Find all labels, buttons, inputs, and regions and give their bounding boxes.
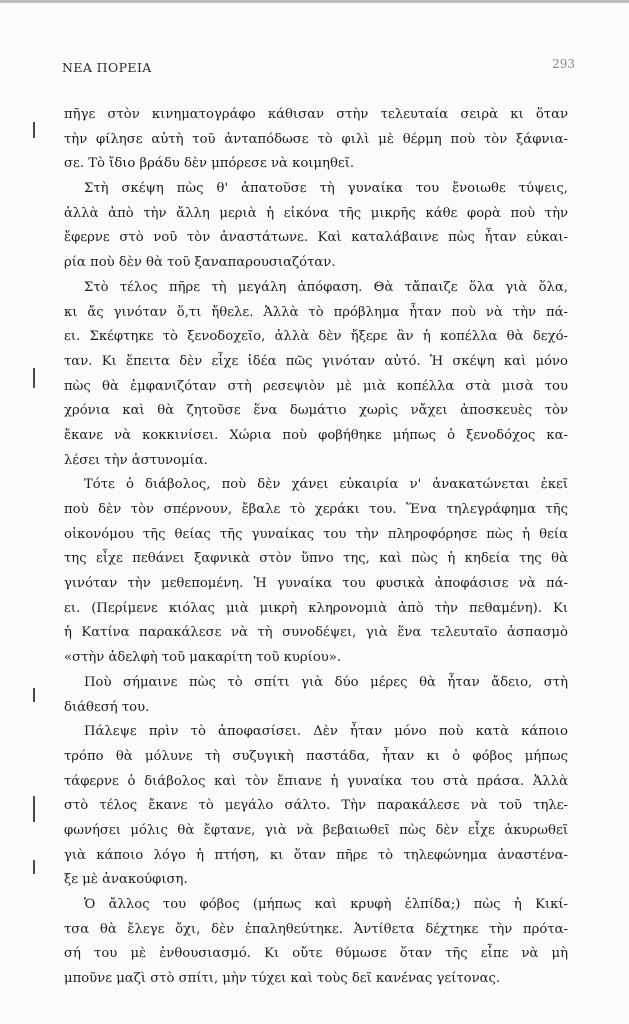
top-edge-rule xyxy=(0,0,629,3)
text-line: κι ἄς γινόταν ὅ,τι ἤθελε. Ἀλλὰ τὸ πρόβλημα ἦταν ποὺ νὰ τὴν πά- xyxy=(64,304,568,320)
text-line: τάφερνε ὁ διάβολος καὶ τὸν ἔπιανε ἡ γυναίκα του στὰ πράσα. Ἀλλὰ xyxy=(64,773,568,789)
margin-mark xyxy=(33,368,35,388)
text-line: γιὰ κάποιο λόγο ἡ πτήση, κι ὅταν πῆρε τὸ τηλεφώνημα ἀναστένα- xyxy=(64,847,568,863)
page-number: 293 xyxy=(552,57,575,71)
margin-mark xyxy=(33,796,35,822)
margin-mark xyxy=(33,122,35,138)
margin-mark xyxy=(33,860,35,874)
text-line: χρόνια καὶ θὰ ζητοῦσε ἕνα δωμάτιο χωρὶς νἄχει ἀποσκευὲς τὸν xyxy=(64,403,568,419)
text-line: ἔκανε νὰ κοκκινίσει. Χώρια ποὺ φοβήθηκε μήπως ὁ ξενοδόχος κα- xyxy=(64,427,568,443)
body-text xyxy=(64,103,568,992)
text-line: πῆγε στὸν κινηματογράφο κάθισαν στὴν τελευταία σειρὰ κι ὅταν xyxy=(64,107,568,122)
text-line: ει. (Περίμενε κιόλας μιὰ μικρὴ κληρονομιὰ ἀπὸ τὴν πεθαμένη). Κι xyxy=(64,600,568,616)
text-line: σή του μὲ ἐνθουσιασμό. Κι οὔτε θύμωσε ὅταν τῆς εἶπε νὰ μὴ xyxy=(64,946,568,962)
text-line: Πάλεψε πρὶν τὸ ἀποφασίσει. Δὲν ἦταν μόνο ποὺ κατὰ κάποιο xyxy=(84,724,568,740)
text-line: ἀλλὰ ἀπὸ τὴν ἄλλη μεριὰ ἡ εἰκόνα τῆς μικρῆς κάθε φορὰ ποὺ τὴν xyxy=(64,205,568,221)
text-line: τσα θὰ ἔλεγε ὄχι, δὲν ἐπαληθεύτηκε. Ἀντίθετα δέχτηκε τὴν πρότα- xyxy=(64,921,568,937)
text-line: Τότε ὁ διάβολος, ποὺ δὲν χάνει εὐκαιρία ν' ἀνακατώνεται ἐκεῖ xyxy=(84,477,568,493)
text-line: ταν. Κι ἔπειτα δὲν εἶχε ἰδέα πῶς γινόταν αὐτό. Ἡ σκέψη καὶ μόνο xyxy=(64,353,568,369)
text-line: οἰκονόμου τῆς θείας τῆς γυναίκας του τὴν πληροφόρησε πὼς ἡ θεία xyxy=(64,526,568,542)
text-line: ει. Σκέφτηκε τὸ ξενοδοχεῖο, ἀλλὰ δὲν ἤξερε ἂν ἡ κοπέλλα θὰ δεχό- xyxy=(64,329,568,345)
running-head: ΝΕΑ ΠΟΡΕΙΑ xyxy=(62,60,152,75)
text-line: τρόπο θὰ μόλυνε τὴ συζυγικὴ παστάδα, ἦταν κι ὁ φόβος μήπως xyxy=(64,748,568,764)
text-line: ρία ποὺ δὲν θὰ τοῦ ξαναπαρουσιαζόταν. xyxy=(64,255,336,271)
text-line: Ποὺ σήμαινε πὼς τὸ σπίτι γιὰ δύο μέρες θὰ ἦταν ἄδειο, στὴ xyxy=(84,674,568,690)
margin-mark xyxy=(33,688,35,702)
text-line: σε. Τὸ ἴδιο βράδυ δὲν μπόρεσε νὰ κοιμηθεῖ. xyxy=(64,156,355,172)
text-line: ποὺ δὲν τὸν σπέρνουν, ἔβαλε τὸ χεράκι του. Ἕνα τηλεγράφημα τῆς xyxy=(64,502,568,517)
text-line: της εἶχε πεθάνει ξαφνικὰ στὸν ὕπνο της, καὶ πὼς ἡ κηδεία της θὰ xyxy=(64,551,568,567)
text-line: φωνήσει μόλις θὰ ἔφτανε, γιὰ νὰ βεβαιωθεῖ πὼς δὲν εἶχε ἀκυρωθεῖ xyxy=(64,822,568,838)
text-line: λέσει τὴν ἀστυνομία. xyxy=(64,452,208,468)
text-line: μποῦνε μαζὶ στὸ σπίτι, μὴν τύχει καὶ τοὺς δεῖ κανένας γείτονας. xyxy=(64,971,501,987)
text-line: πὼς θὰ ἐμφανιζόταν στὴ ρεσεψιὸν μὲ μιὰ κοπέλλα στὰ μισὰ του xyxy=(64,378,568,394)
text-line: ἡ Κατίνα παρακάλεσε νὰ τὴ συνοδέψει, γιὰ ἕνα τελευταῖο ἀσπασμὸ xyxy=(64,625,568,641)
text-line: Ὁ ἄλλος του φόβος (μήπως καὶ κρυφὴ ἐλπίδα;) πὼς ἡ Κικί- xyxy=(84,897,568,912)
text-line: «στὴν ἀδελφὴ τοῦ μακαρίτη τοῦ κυρίου». xyxy=(64,650,342,666)
text-line: γινόταν τὴν μεθεπομένη. Ἡ γυναίκα του φυσικὰ ἀποφάσισε νὰ πά- xyxy=(64,576,568,592)
text-line: στὸ τέλος ἔκανε τὸ μεγάλο σάλτο. Τὴν παρακάλεσε νὰ τοῦ τηλε- xyxy=(64,798,568,814)
text-line: Στὸ τέλος πῆρε τὴ μεγάλη ἀπόφαση. Θὰ τἄπαιζε ὅλα γιὰ ὅλα, xyxy=(84,279,568,295)
text-line: τὴν φίλησε αὐτὴ τοῦ ἀνταπόδωσε τὸ φιλὶ μὲ θέρμη ποὺ τὸν ξάφνια- xyxy=(64,131,568,147)
text-line: ξε μὲ ἀνακούφιση. xyxy=(64,872,188,888)
text-line: διάθεσή του. xyxy=(64,699,150,715)
text-line: ἔφερνε στὸ νοῦ τὸν ἀναστάτωνε. Καὶ καταλάβαινε πὼς ἦταν εὐκαι- xyxy=(64,230,568,246)
text-line: Στὴ σκέψη πὼς θ' ἀπατοῦσε τὴ γυναίκα του ἔνοιωθε τύψεις, xyxy=(84,181,568,197)
